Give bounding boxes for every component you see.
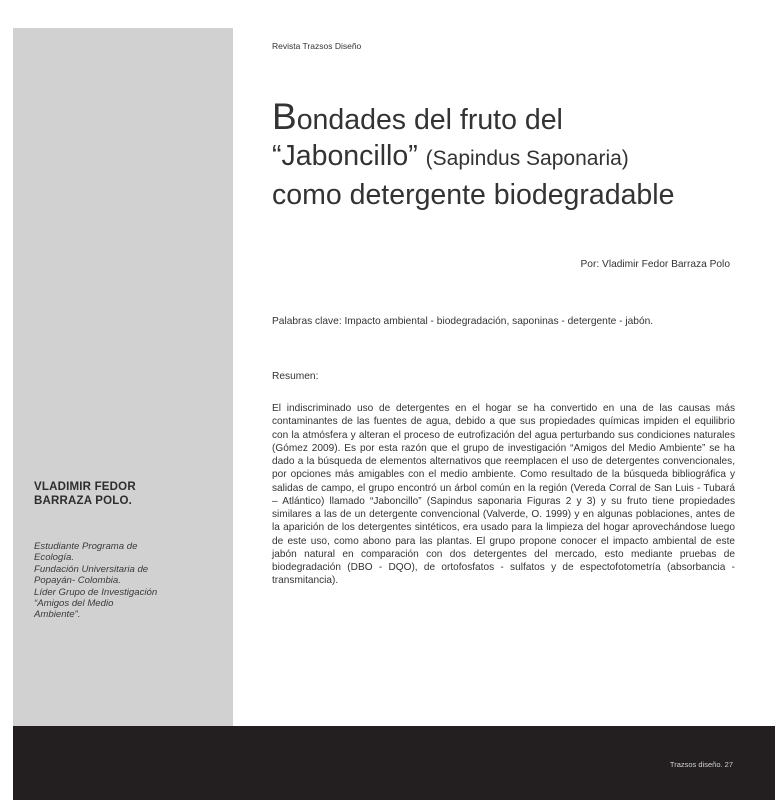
author-bio [34,541,214,621]
author-bio-line: Ambiente”. [34,609,81,621]
title-scientific-name: (Sapindus Saponaria) [425,147,629,170]
byline: Por: Vladimir Fedor Barraza Polo [580,259,730,270]
author-bio-line: “Amigos del Medio [34,598,114,610]
sidebar-panel [13,28,233,726]
title-line-3: como detergente biodegradable [272,179,675,211]
title-dropcap: B [272,96,297,137]
abstract-heading: Resumen: [272,371,319,382]
keywords: Palabras clave: Impacto ambiental - biodegradación, saponinas - detergente - jabón. [272,316,654,327]
author-bio-line: Popayán- Colombia. [34,575,121,587]
author-bio-line: Fundación Universitaria de [34,563,149,575]
author-bio-line: Estudiante Programa de [34,541,138,552]
author-name [34,480,214,508]
journal-header: Revista Trazsos Diseño [272,41,362,51]
title-line-1-text: ondades del fruto del [296,104,563,136]
page-footer-label: Trazsos diseño. 27 [669,760,733,769]
author-name-line1: VLADIMIR FEDOR [34,481,136,493]
title-line-1 [272,96,752,138]
abstract-body: El indiscriminado uso de detergentes en el hogar se ha convertido en una de las causas más contaminantes de las fuentes de agua, debido a que sus propiedades químicas impiden el equilibrio con la atmósfera y alteran el proceso de eutrofización del agua perturbando sus condiciones naturales (Gómez 2009). Es por esta razón que el grupo de investigación “Amigos del Medio Ambiente” se ha dado a la búsqueda de elementos alternativos que reemplacen el uso de detergentes convencionales, por opciones más amigables con el medio ambiente. Como resultado de la búsqueda bibliográfica y salidas de campo, el grupo encontró un árbol común en la región (Vereda Corral de San Luis - Tubará – Atlántico) llamado “Jaboncillo” (Sapindus saponaria Figuras 2 y 3) y su fruto tiene propiedades similares a las de un detergente convencional (Valverde, O. 1999) y en algunas poblaciones, antes de la aparición de los detergentes sintéticos, era usado para la limpieza del hogar aprovechándose luego de este uso, como abono para las plantas. El grupo propone conocer el impacto ambiental de este jabón natural en comparación con dos detergentes del mercado, esto mediante pruebas de biodegradación (DBO - DQO), de ortofosfatos - sulfatos y de espectofotometría (absorbancia - transmitancia). [272,403,735,587]
article-title [272,96,752,213]
author-name-line2: BARRAZA POLO. [34,495,133,507]
author-bio-line: Líder Grupo de Investigación [34,586,158,598]
title-line-2 [272,138,752,177]
footer-bar [13,726,775,800]
author-bio-line: Ecología. [34,552,75,564]
title-line-2-main: “Jaboncillo” [272,140,426,172]
author-block [34,480,214,621]
